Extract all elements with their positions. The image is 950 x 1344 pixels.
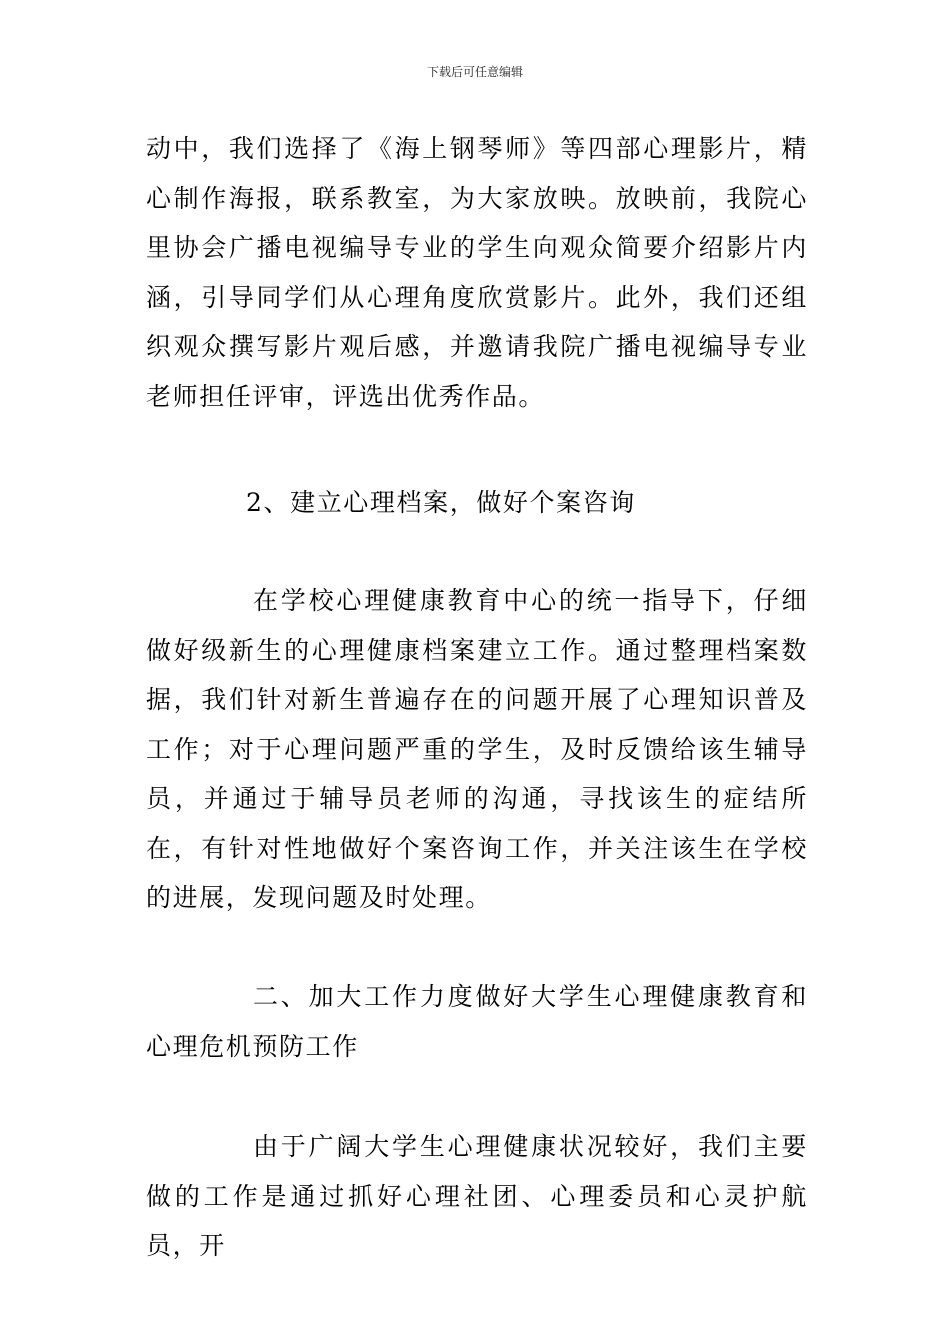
paragraph-psych-records: 在学校心理健康教育中心的统一指导下，仔细做好级新生的心理健康档案建立工作。通过整理档案数据，我们针对新生普遍存在的问题开展了心理知识普及工作；对于心理问题严重的学生，及时反馈给该生辅导员，并通过于辅导员老师的沟通，寻找该生的症结所在，有针对性地做好个案咨询工作，并关注该生在学校的进展，发现问题及时处理。 xyxy=(146,586,808,912)
section-heading-psych-records: 2、建立心理档案，做好个案咨询 xyxy=(246,488,636,517)
page-header: 下载后可任意编辑 xyxy=(426,65,523,79)
paragraph-prevention-work: 由于广阔大学生心理健康状况较好，我们主要做的工作是通过抓好心理社团、心理委员和心灵护航员，开 xyxy=(146,1132,808,1260)
paragraph-film-screening: 动中，我们选择了《海上钢琴师》等四部心理影片，精心制作海报，联系教室，为大家放映。放映前，我院心里协会广播电视编导专业的学生向观众简要介绍影片内涵，引导同学们从心理角度欣赏影片。此外，我们还组织观众撰写影片观后感，并邀请我院广播电视编导专业老师担任评审，评选出优秀作品。 xyxy=(146,134,808,411)
section-heading-prevention: 二、加大工作力度做好大学生心理健康教育和心理危机预防工作 xyxy=(146,982,808,1061)
